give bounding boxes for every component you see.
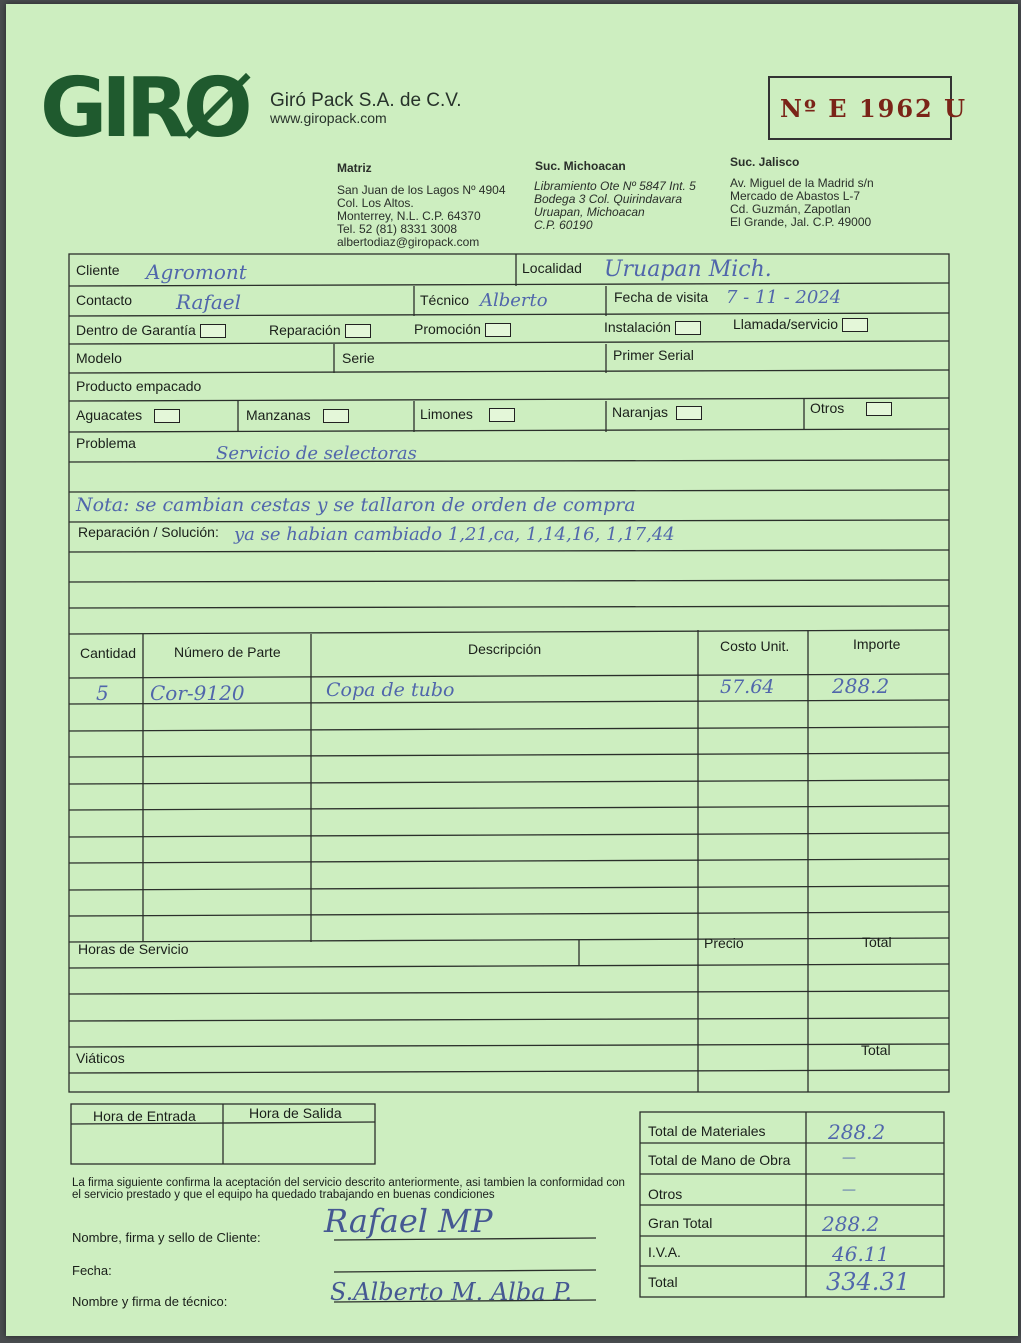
primer-serial-label: Primer Serial: [613, 347, 694, 363]
reparacion-option[interactable]: [269, 322, 371, 338]
hora-salida-label: Hora de Salida: [249, 1105, 342, 1121]
total-materiales-value: 288.2: [828, 1120, 886, 1144]
garantia-checkbox[interactable]: [200, 324, 226, 338]
producto-empacado-label: Producto empacado: [76, 378, 202, 394]
llamada-checkbox[interactable]: [842, 318, 868, 332]
modelo-label: Modelo: [76, 350, 122, 366]
solucion-value-line2: ya se habian cambiado 1,21,ca, 1,14,16, 1,17,44: [234, 524, 675, 545]
part-qty: 5: [96, 681, 109, 705]
descripcion-header: Descripción: [468, 641, 542, 657]
total-mano-obra-label: Total de Mano de Obra: [648, 1152, 791, 1168]
localidad-label: Localidad: [522, 260, 582, 276]
branch-address-matriz: San Juan de los Lagos Nº 4904 Col. Los Altos. Monterrey, N.L. C.P. 64370 Tel. 52 (81) 8331 3008 albertodiaz@giropack.com: [337, 183, 506, 249]
total-hours-label: Total: [862, 934, 892, 950]
total-materiales-label: Total de Materiales: [648, 1123, 766, 1139]
otros-option[interactable]: [810, 400, 892, 416]
service-form-sheet: [6, 4, 1018, 1336]
company-website: www.giropack.com: [270, 110, 387, 126]
iva-value: 46.11: [832, 1242, 890, 1266]
instalacion-label: Instalación: [604, 319, 671, 335]
cliente-label: Cliente: [76, 262, 120, 278]
firma-cliente-label: Nombre, firma y sello de Cliente:: [72, 1230, 261, 1245]
otros-total-value: —: [842, 1182, 856, 1198]
branch-name-matriz: Matriz: [337, 161, 372, 175]
aguacates-option[interactable]: [76, 407, 180, 423]
limones-option[interactable]: [420, 406, 515, 422]
part-description: Copa de tubo: [326, 679, 455, 701]
otros-label: Otros: [810, 400, 845, 416]
fecha-visita-value: 7 - 11 - 2024: [726, 287, 842, 308]
giro-logo: GIRØ: [40, 61, 247, 156]
branch-name-michoacan: Suc. Michoacan: [535, 159, 626, 173]
otros-total-label: Otros: [648, 1186, 683, 1202]
problema-label: Problema: [76, 435, 136, 451]
branch-name-jalisco: Suc. Jalisco: [730, 155, 800, 169]
llamada-option[interactable]: [733, 316, 868, 332]
naranjas-label: Naranjas: [612, 404, 669, 420]
naranjas-option[interactable]: [612, 404, 702, 420]
manzanas-option[interactable]: [246, 407, 349, 423]
grand-total-value: 334.31: [826, 1268, 910, 1296]
iva-label: I.V.A.: [648, 1244, 681, 1260]
aguacates-checkbox[interactable]: [154, 409, 180, 423]
reparacion-checkbox[interactable]: [345, 324, 371, 338]
serie-label: Serie: [342, 350, 375, 366]
firma-tecnico-label: Nombre y firma de técnico:: [72, 1294, 228, 1309]
manzanas-label: Manzanas: [246, 407, 311, 423]
instalacion-checkbox[interactable]: [675, 321, 701, 335]
costo-unit-header: Costo Unit.: [720, 638, 790, 654]
solucion-label: Reparación / Solución:: [78, 524, 219, 540]
limones-label: Limones: [420, 406, 473, 422]
garantia-option[interactable]: [76, 322, 226, 338]
branch-address-jalisco: Av. Miguel de la Madrid s/n Mercado de Abastos L-7 Cd. Guzmán, Zapotlan El Grande, Jal. C.P. 49000: [730, 176, 874, 229]
aguacates-label: Aguacates: [76, 407, 143, 423]
company-name: Giró Pack S.A. de C.V.: [270, 90, 462, 111]
problema-value: Servicio de selectoras: [216, 443, 417, 464]
instalacion-option[interactable]: [604, 319, 701, 335]
part-unit-cost: 57.64: [720, 676, 775, 698]
reparacion-label: Reparación: [269, 322, 341, 338]
garantia-label: Dentro de Garantía: [76, 322, 196, 338]
localidad-value: Uruapan Mich.: [604, 257, 772, 282]
fecha-visita-label: Fecha de visita: [614, 289, 709, 305]
firma-tecnico-signature: S.Alberto M. Alba P.: [330, 1278, 573, 1306]
promocion-option[interactable]: [414, 321, 511, 337]
firma-cliente-signature: Rafael MP: [324, 1202, 493, 1240]
naranjas-checkbox[interactable]: [676, 406, 702, 420]
fecha-label: Fecha:: [72, 1263, 112, 1278]
gran-total-value: 288.2: [822, 1212, 880, 1236]
total-mano-obra-value: —: [842, 1150, 856, 1166]
part-importe: 288.2: [832, 674, 890, 698]
contacto-value: Rafael: [176, 290, 241, 314]
total-viaticos-label: Total: [861, 1042, 891, 1058]
horas-servicio-label: Horas de Servicio: [78, 941, 189, 957]
llamada-label: Llamada/servicio: [733, 316, 839, 332]
importe-header: Importe: [853, 636, 901, 652]
cantidad-header: Cantidad: [80, 645, 137, 661]
limones-checkbox[interactable]: [489, 408, 515, 422]
branch-address-michoacan: Libramiento Ote Nº 5847 Int. 5 Bodega 3 Col. Quirindavara Uruapan, Michoacan C.P. 60190: [534, 179, 696, 232]
contacto-label: Contacto: [76, 292, 133, 308]
acceptance-disclaimer: La firma siguiente confirma la aceptación del servicio descrito anteriormente, asi tambien la conformidad con el servicio prestado y que el equipo ha quedado trabajando en buenas condiciones: [72, 1177, 625, 1201]
hora-entrada-label: Hora de Entrada: [93, 1108, 196, 1124]
solucion-value-line1: Nota: se cambian cestas y se tallaron de orden de compra: [76, 494, 636, 516]
otros-checkbox[interactable]: [866, 402, 892, 416]
promocion-checkbox[interactable]: [485, 323, 511, 337]
gran-total-label: Gran Total: [648, 1215, 713, 1231]
manzanas-checkbox[interactable]: [323, 409, 349, 423]
folio-number: Nº E 1962 U: [780, 94, 968, 123]
cliente-value: Agromont: [146, 260, 247, 284]
viaticos-label: Viáticos: [76, 1050, 125, 1066]
tecnico-value: Alberto: [480, 290, 548, 311]
part-number: Cor-9120: [150, 681, 245, 705]
grand-total-label: Total: [648, 1274, 678, 1290]
precio-label: Precio: [704, 935, 744, 951]
numero-parte-header: Número de Parte: [174, 644, 281, 660]
promocion-label: Promoción: [414, 321, 481, 337]
tecnico-label: Técnico: [420, 292, 470, 308]
